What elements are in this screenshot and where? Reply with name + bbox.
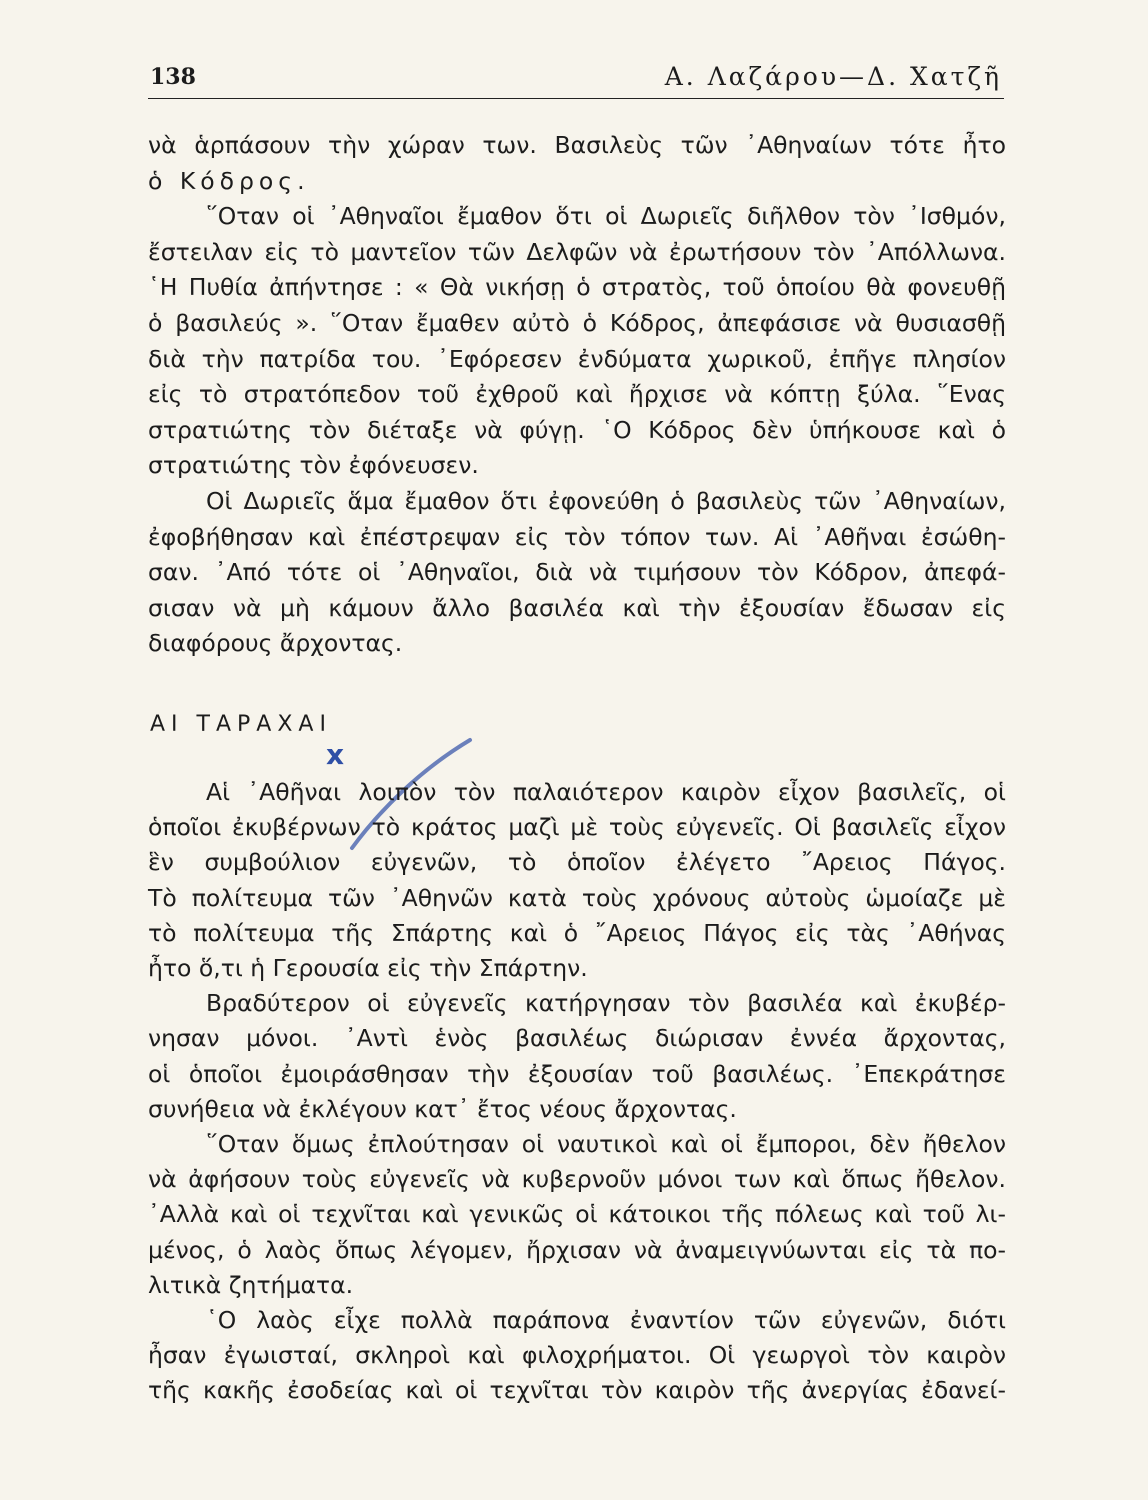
running-title: Α. Λαζάρου—Δ. Χατζῆ xyxy=(664,62,1002,91)
text-line: νὰ ἁρπάσουν τὴν χώραν των. Βασιλεὺς τῶν ᾿Αθηναίων τότε ἦτο xyxy=(148,131,1006,159)
text-line: ῞Οταν ὅμως ἐπλούτησαν οἱ ναυτικοὶ καὶ οἱ ἔμποροι, δὲν ἤθελον xyxy=(206,1130,1006,1159)
text-line: Βραδύτερον οἱ εὐγενεῖς κατήργησαν τὸν βασιλέα καὶ ἐκυβέρ- xyxy=(206,989,1006,1018)
text-line: σαν. ᾿Από τότε οἱ ᾿Αθηναῖοι, διὰ νὰ τιμήσουν τὸν Κόδρον, ἀπεφά- xyxy=(148,558,1006,587)
text-line: ὁ βασιλεύς ». ῞Οταν ἔμαθεν αὐτὸ ὁ Κόδρος, ἀπεφάσισε νὰ θυσιασθῇ xyxy=(148,308,1006,337)
text-line: τῆς κακῆς ἐσοδείας καὶ οἱ τεχνῖται τὸν καιρὸν τῆς ἀνεργίας ἐδανεί- xyxy=(148,1376,1006,1405)
text-line: ἓν συμβούλιον εὐγενῶν, τὸ ὁποῖον ἐλέγετο ῎Αρειος Πάγος. xyxy=(148,848,1006,877)
text-line: Τὸ πολίτευμα τῶν ᾿Αθηνῶν κατὰ τοὺς χρόνους αὐτοὺς ὡμοίαζε μὲ xyxy=(148,883,1006,912)
text-line: ἦτο ὅ,τι ἡ Γερουσία εἰς τὴν Σπάρτην. xyxy=(148,954,588,983)
text-line: λιτικὰ ζητήματα. xyxy=(148,1270,354,1299)
text-line: στρατιώτης τὸν ἐφόνευσεν. xyxy=(148,451,479,480)
page-number: 138 xyxy=(150,64,196,90)
text-line: σισαν νὰ μὴ κάμουν ἄλλο βασιλέα καὶ τὴν ἐξουσίαν ἔδωσαν εἰς xyxy=(148,593,1006,622)
text-line: διὰ τὴν πατρίδα του. ᾿Εφόρεσεν ἐνδύματα χωρικοῦ, ἐπῆγε πλησίον xyxy=(148,344,1006,373)
text-line: ἔστειλαν εἰς τὸ μαντεῖον τῶν Δελφῶν νὰ ἐρωτήσουν τὸν ᾿Απόλλωνα. xyxy=(148,237,1006,266)
text-line: οἱ ὁποῖοι ἐμοιράσθησαν τὴν ἐξουσίαν τοῦ βασιλέως. ᾿Επεκράτησε xyxy=(148,1059,1006,1088)
text-line: στρατιώτης τὸν διέταξε νὰ φύγῃ. ῾Ο Κόδρος δὲν ὑπήκουσε καὶ ὁ xyxy=(148,415,1006,444)
text-line: ῞Οταν οἱ ᾿Αθηναῖοι ἔμαθον ὅτι οἱ Δωριεῖς διῆλθον τὸν ᾿Ισθμόν, xyxy=(206,202,1006,231)
text-line: Αἱ ᾿Αθῆναι λοιπὸν τὸν παλαιότερον καιρὸν εἶχον βασιλεῖς, οἱ xyxy=(206,778,1006,806)
section-heading: ΑΙ ΤΑΡΑΧΑΙ xyxy=(150,712,332,737)
text-line: νησαν μόνοι. ᾿Αντὶ ἑνὸς βασιλέως διώρισαν ἐννέα ἄρχοντας, xyxy=(148,1024,1006,1053)
text-line: νὰ ἀφήσουν τοὺς εὐγενεῖς νὰ κυβερνοῦν μόνοι των καὶ ὅπως ἤθελον. xyxy=(148,1165,1006,1194)
text-line: ῾Ο λαὸς εἶχε πολλὰ παράπονα ἐναντίον τῶν εὐγενῶν, διότι xyxy=(206,1306,1006,1335)
text-line: τὸ πολίτευμα τῆς Σπάρτης καὶ ὁ ῎Αρειος Πάγος εἰς τὰς ᾿Αθήνας xyxy=(148,918,1006,947)
text-line: ᾿Αλλὰ καὶ οἱ τεχνῖται καὶ γενικῶς οἱ κάτοικοι τῆς πόλεως καὶ τοῦ λι- xyxy=(148,1200,1006,1229)
text-line: εἰς τὸ στρατόπεδον τοῦ ἐχθροῦ καὶ ἤρχισε νὰ κόπτῃ ξύλα. ῞Ενας xyxy=(148,380,1006,409)
text-line: ὁ Κόδρος. xyxy=(148,166,310,195)
body-text-part2 xyxy=(148,775,1006,1409)
text-line: ἐφοβήθησαν καὶ ἐπέστρεψαν εἰς τὸν τόπον των. Αἱ ᾿Αθῆναι ἐσώθη- xyxy=(148,522,1006,551)
text-line: διαφόρους ἄρχοντας. xyxy=(148,629,403,658)
text-line: ἦσαν ἐγωισταί, σκληροὶ καὶ φιλοχρήματοι. Οἱ γεωργοὶ τὸν καιρὸν xyxy=(148,1341,1006,1370)
text-line: συνήθεια νὰ ἐκλέγουν κατ᾿ ἔτος νέους ἄρχοντας. xyxy=(148,1094,737,1123)
text-line: ῾Η Πυθία ἀπήντησε : « Θὰ νικήσῃ ὁ στρατὸς, τοῦ ὁποίου θὰ φονευθῇ xyxy=(148,273,1006,302)
text-line: ὁποῖοι ἐκυβέρνων τὸ κράτος μαζὶ μὲ τοὺς εὐγενεῖς. Οἱ βασιλεῖς εἶχον xyxy=(148,813,1006,842)
text-line: Οἱ Δωριεῖς ἅμα ἔμαθον ὅτι ἐφονεύθη ὁ βασιλεὺς τῶν ᾿Αθηναίων, xyxy=(206,486,1006,515)
handwritten-x-mark: x xyxy=(326,738,345,771)
text-line: μένος, ὁ λαὸς ὅπως λέγομεν, ἤρχισαν νὰ ἀναμειγνύωνται εἰς τὰ πο- xyxy=(148,1235,1006,1264)
